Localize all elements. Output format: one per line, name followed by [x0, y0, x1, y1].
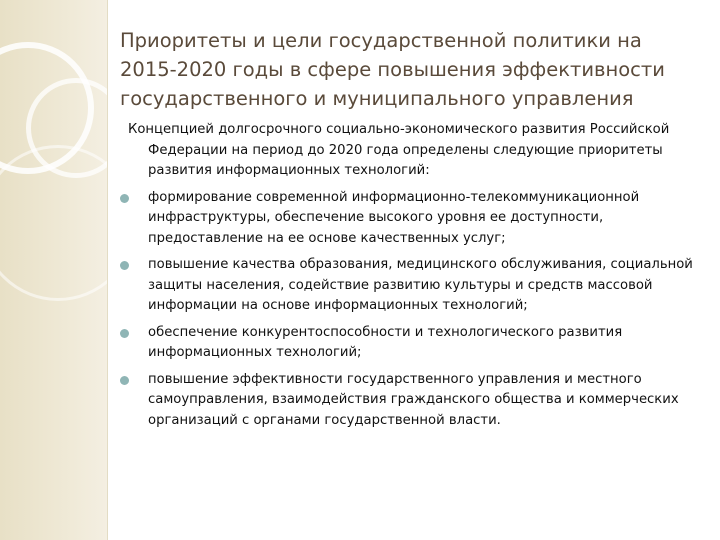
list-item	[120, 255, 710, 317]
bullet-icon	[120, 376, 129, 385]
slide-body	[120, 120, 710, 437]
slide-title: Приоритеты и цели государственной политики на 2015-2020 годы в сфере повышения эффективности государственного и муниципального управления	[120, 29, 665, 110]
list-item	[120, 323, 710, 364]
priority-list	[120, 188, 710, 432]
list-item-text: формирование современной информационно-телекоммуникационной инфраструктуры, обеспечение высокого уровня ее доступности, предоставление на ее основе качественных услуг;	[148, 189, 640, 246]
decorative-side-band	[0, 0, 108, 540]
bullet-icon	[120, 261, 129, 270]
list-item-text: обеспечение конкурентоспособности и технологического развития информационных технологий;	[148, 324, 623, 360]
intro-paragraph: Концепцией долгосрочного социально-экономического развития Российской Федерации на период до 2020 года определены следующие приоритеты развития информационных технологий:	[128, 122, 670, 178]
list-item-text: повышение эффективности государственного управления и местного самоуправления, взаимодействия гражданского общества и коммерческих организаций с органами государственной власти.	[148, 371, 679, 428]
bullet-icon	[120, 194, 129, 203]
bullet-icon	[120, 329, 129, 338]
list-item	[120, 188, 710, 250]
list-item-text: повышение качества образования, медицинского обслуживания, социальной защиты населения, содействие развитию культуры и средств массовой информации на основе информационных технологий;	[148, 257, 693, 313]
list-item	[120, 370, 710, 432]
